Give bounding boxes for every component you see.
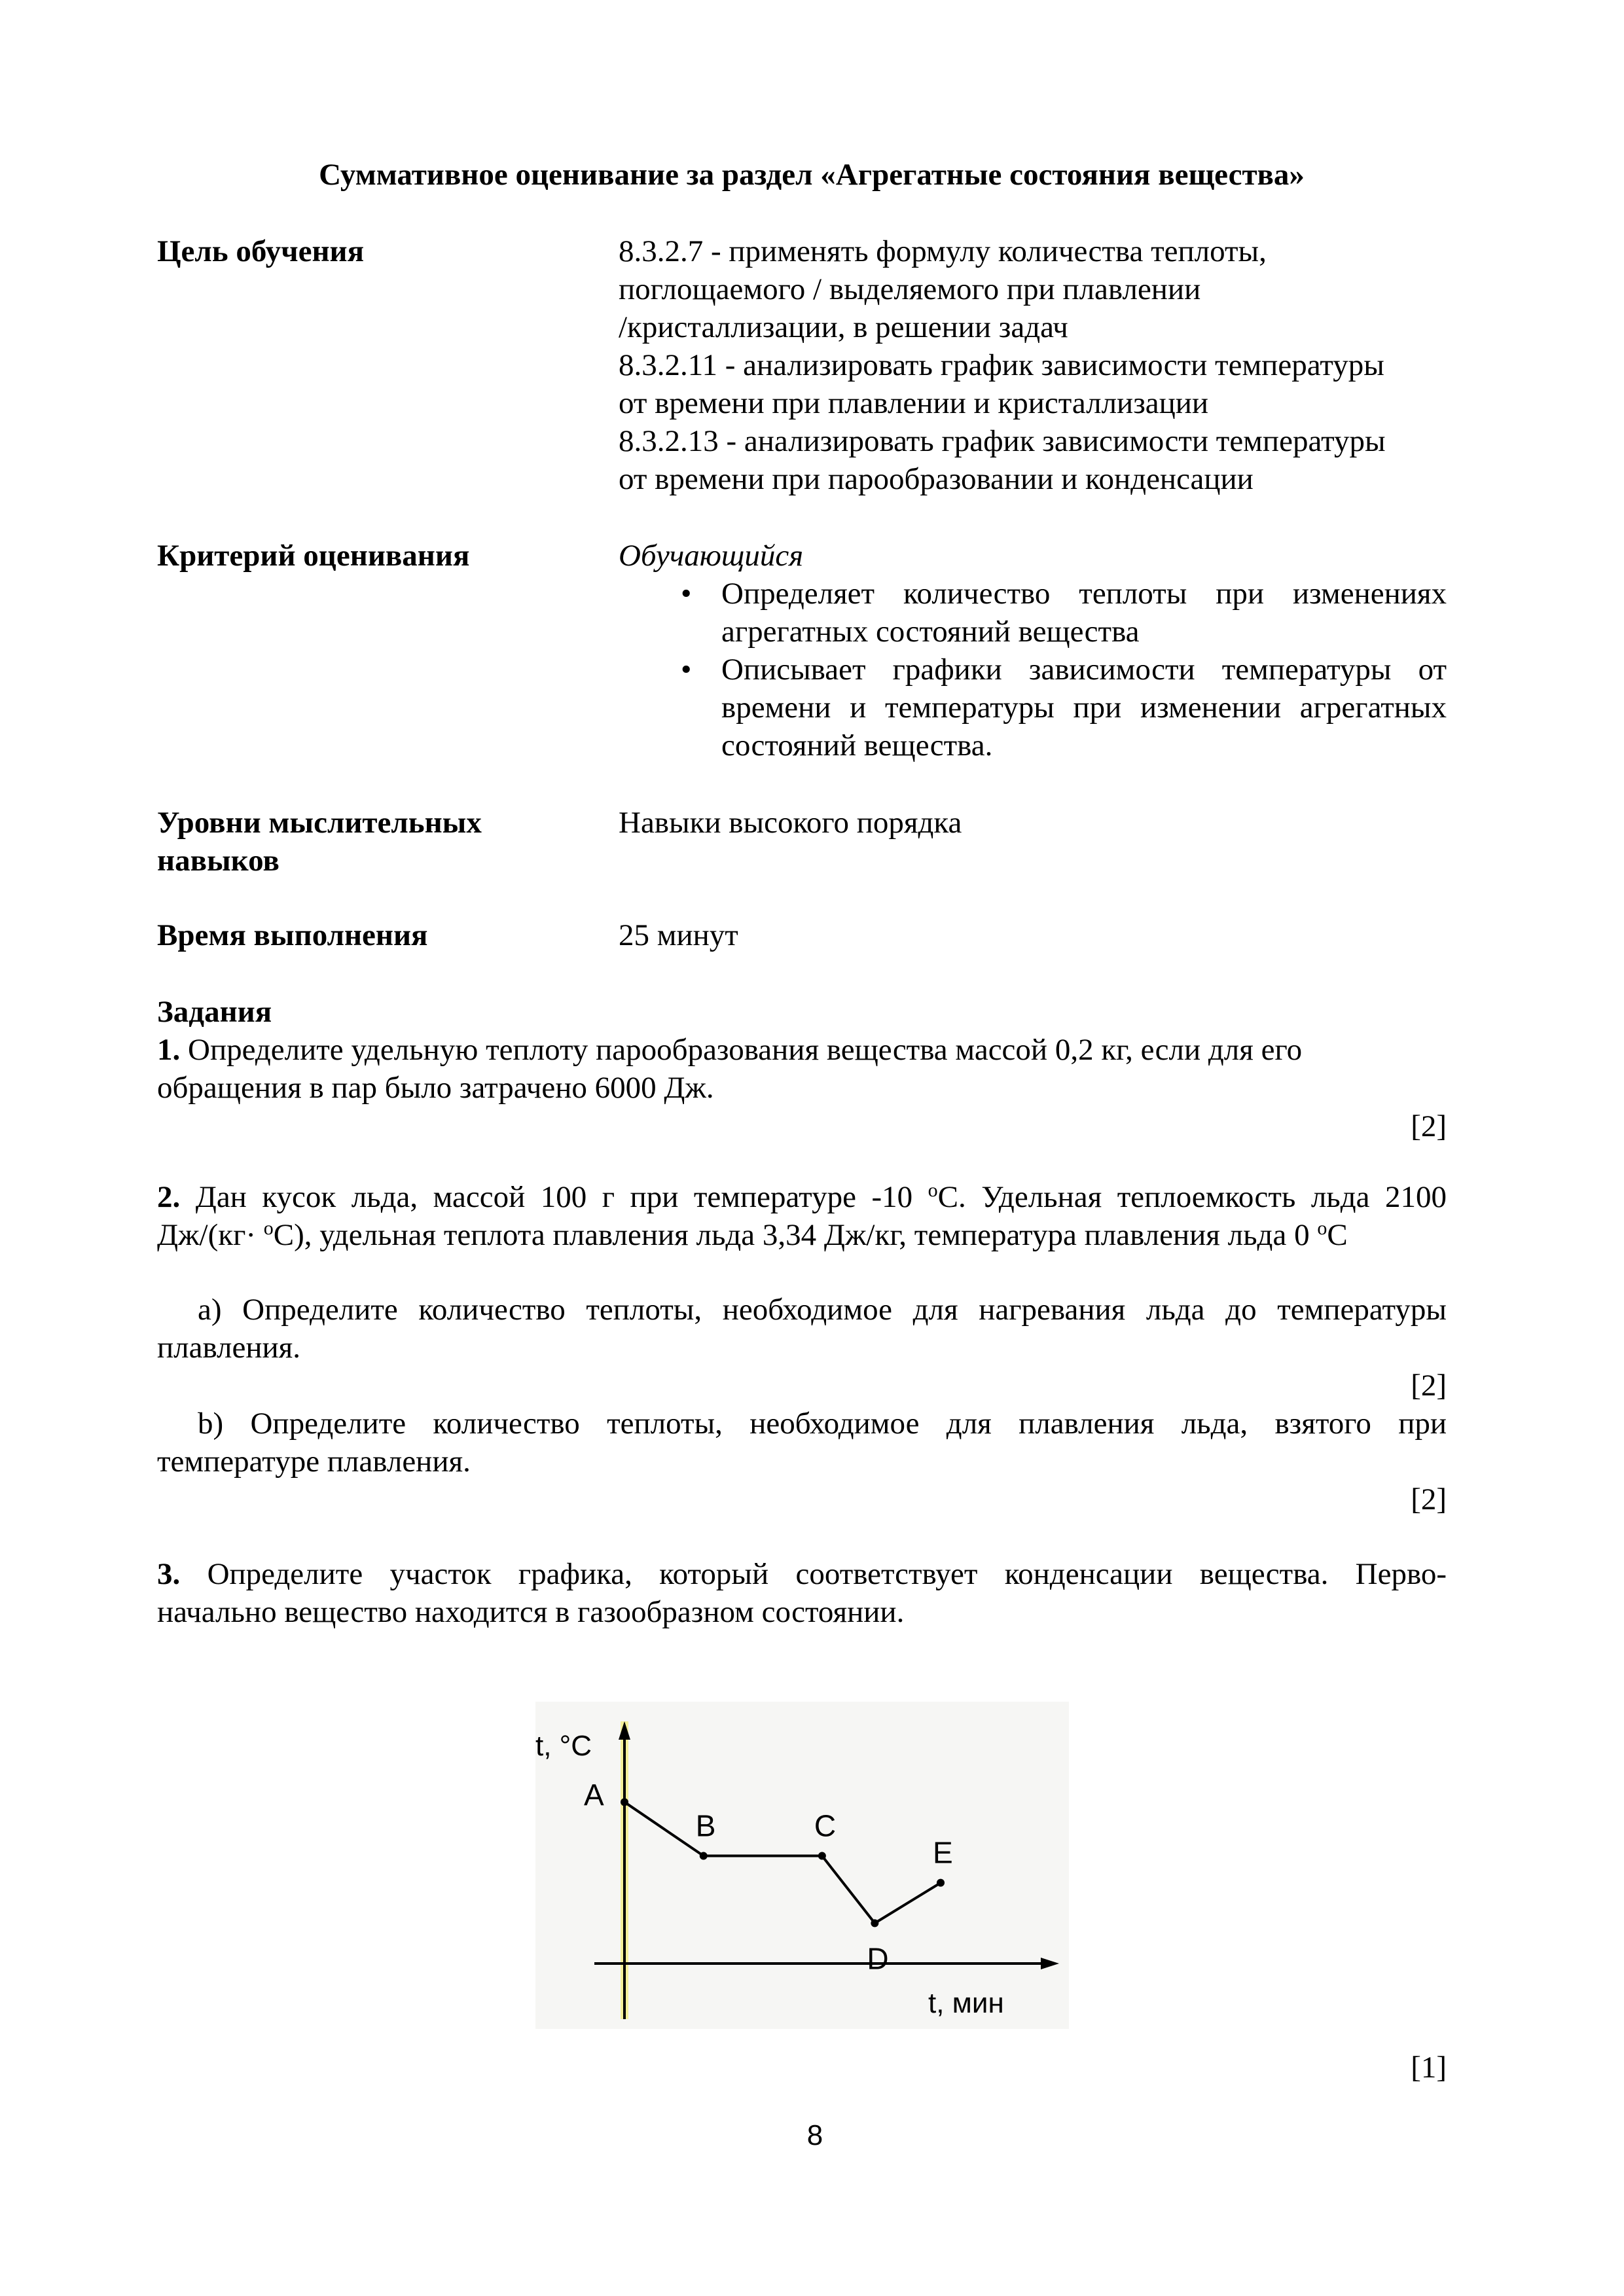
point-label-b: B [695, 1808, 716, 1843]
task-text: С [1327, 1218, 1348, 1252]
criteria-label: Критерий оценивания [157, 539, 470, 573]
levels-label [157, 804, 482, 880]
bullet-line: агрегатных состояний вещества [721, 615, 1140, 649]
time-value: 25 минут [619, 918, 738, 952]
levels-label-line: Уровни мыслительных [157, 806, 482, 840]
task-3 [157, 1555, 1447, 1631]
bullet-line: времени и температуры при изменении агрегатных [721, 691, 1447, 725]
task-text: С. Удельная теплоемкость льда 2100 [937, 1180, 1447, 1214]
goal-value [619, 232, 1386, 498]
task-3-line: начально вещество находится в газообразном состоянии. [157, 1595, 905, 1629]
goal-line: от времени при плавлении и кристаллизации [619, 386, 1209, 420]
data-point-c [818, 1852, 826, 1860]
task-2-line [157, 1178, 1447, 1216]
task-2a-score: [2] [1411, 1369, 1447, 1403]
time-label: Время выполнения [157, 918, 428, 952]
y-axis-arrow-icon [619, 1721, 630, 1740]
criteria-bullet-1-cont [721, 613, 1447, 651]
levels-label-line: навыков [157, 844, 280, 878]
task-2a-line: a) Определите количество теплоты, необходимое для нагревания льда до температуры [198, 1293, 1447, 1327]
point-label-a: A [584, 1778, 604, 1812]
bullet-icon: • [681, 577, 692, 611]
task-3-line [157, 1555, 1447, 1593]
criteria-bullet-2-end [721, 726, 1447, 764]
goal-line: /кристаллизации, в решении задач [619, 310, 1068, 344]
data-point-b [700, 1852, 708, 1860]
task-2a [157, 1291, 1447, 1367]
task-text: Дан кусок льда, массой 100 г при температуре -10 [195, 1180, 913, 1214]
point-label-d: D [867, 1941, 889, 1976]
series-line [624, 1802, 941, 1923]
levels-value: Навыки высокого порядка [619, 806, 962, 840]
bullet-icon: • [681, 653, 692, 687]
task-2a-line: плавления. [157, 1331, 301, 1365]
goal-line: 8.3.2.13 - анализировать график зависимости температуры [619, 424, 1386, 458]
bullet-line: Определяет количество теплоты при изменениях [721, 577, 1447, 611]
degree-mark: o [263, 1217, 274, 1239]
x-axis-label: t, мин [928, 1987, 1004, 2019]
bullet-line: Описывает графики зависимости температуры от [721, 653, 1447, 687]
chart-points [584, 1778, 953, 1975]
bullet-line: состояний вещества. [721, 728, 993, 762]
task-2-line [157, 1216, 1447, 1254]
task-1-score: [2] [1411, 1109, 1447, 1143]
goal-label: Цель обучения [157, 234, 365, 268]
data-point-e [937, 1879, 945, 1887]
task-number: 1. [157, 1033, 181, 1067]
point-label-e: E [933, 1835, 953, 1870]
task-text: С), удельная теплота плавления льда 3,34 Дж/кг, температура плавления льда 0 [273, 1218, 1310, 1252]
goal-line: поглощаемого / выделяемого при плавлении [619, 272, 1201, 306]
task-2b-line: температуре плавления. [157, 1444, 471, 1479]
task-text: Определите удельную теплоту парообразования вещества массой 0,2 кг, если для его [188, 1033, 1303, 1067]
task-2 [157, 1178, 1447, 1254]
point-label-c: C [814, 1808, 837, 1843]
goal-line: от времени при парообразовании и конденсации [619, 462, 1254, 496]
criteria-bullet-1 [721, 575, 1447, 613]
y-axis-label: t, °C [535, 1730, 592, 1762]
task-number: 2. [157, 1180, 181, 1214]
x-axis-arrow-icon [1041, 1958, 1059, 1969]
task-text: Определите участок графика, который соответствует конденсации вещества. Перво- [207, 1557, 1447, 1591]
task-2b-line: b) Определите количество теплоты, необходимое для плавления льда, взятого при [198, 1407, 1447, 1441]
task-number: 3. [157, 1557, 181, 1591]
task-1 [157, 1031, 1447, 1107]
tasks-heading: Задания [157, 995, 272, 1029]
data-point-d [871, 1919, 878, 1927]
degree-mark: o [928, 1179, 938, 1201]
goal-line: 8.3.2.7 - применять формулу количества теплоты, [619, 234, 1267, 268]
task-text: Дж/(кг· [157, 1218, 257, 1252]
task-2b [157, 1405, 1447, 1480]
task-1-line [157, 1031, 1447, 1069]
task-2b-score: [2] [1411, 1482, 1447, 1516]
task-1-line: обращения в пар было затрачено 6000 Дж. [157, 1071, 714, 1105]
temperature-time-chart [535, 1702, 1069, 2029]
page-title: Суммативное оценивание за раздел «Агрегатные состояния вещества» [319, 158, 1305, 192]
criteria-bullet-2-cont [721, 689, 1447, 726]
data-point-a [621, 1798, 628, 1806]
chart-svg [535, 1702, 1069, 2029]
page-number: 8 [806, 2119, 823, 2151]
criteria-bullet-2 [721, 651, 1447, 689]
criteria-intro: Обучающийся [619, 539, 804, 573]
degree-mark: o [1317, 1217, 1327, 1239]
task-3-score: [1] [1411, 2051, 1447, 2085]
goal-line: 8.3.2.11 - анализировать график зависимости температуры [619, 348, 1384, 382]
